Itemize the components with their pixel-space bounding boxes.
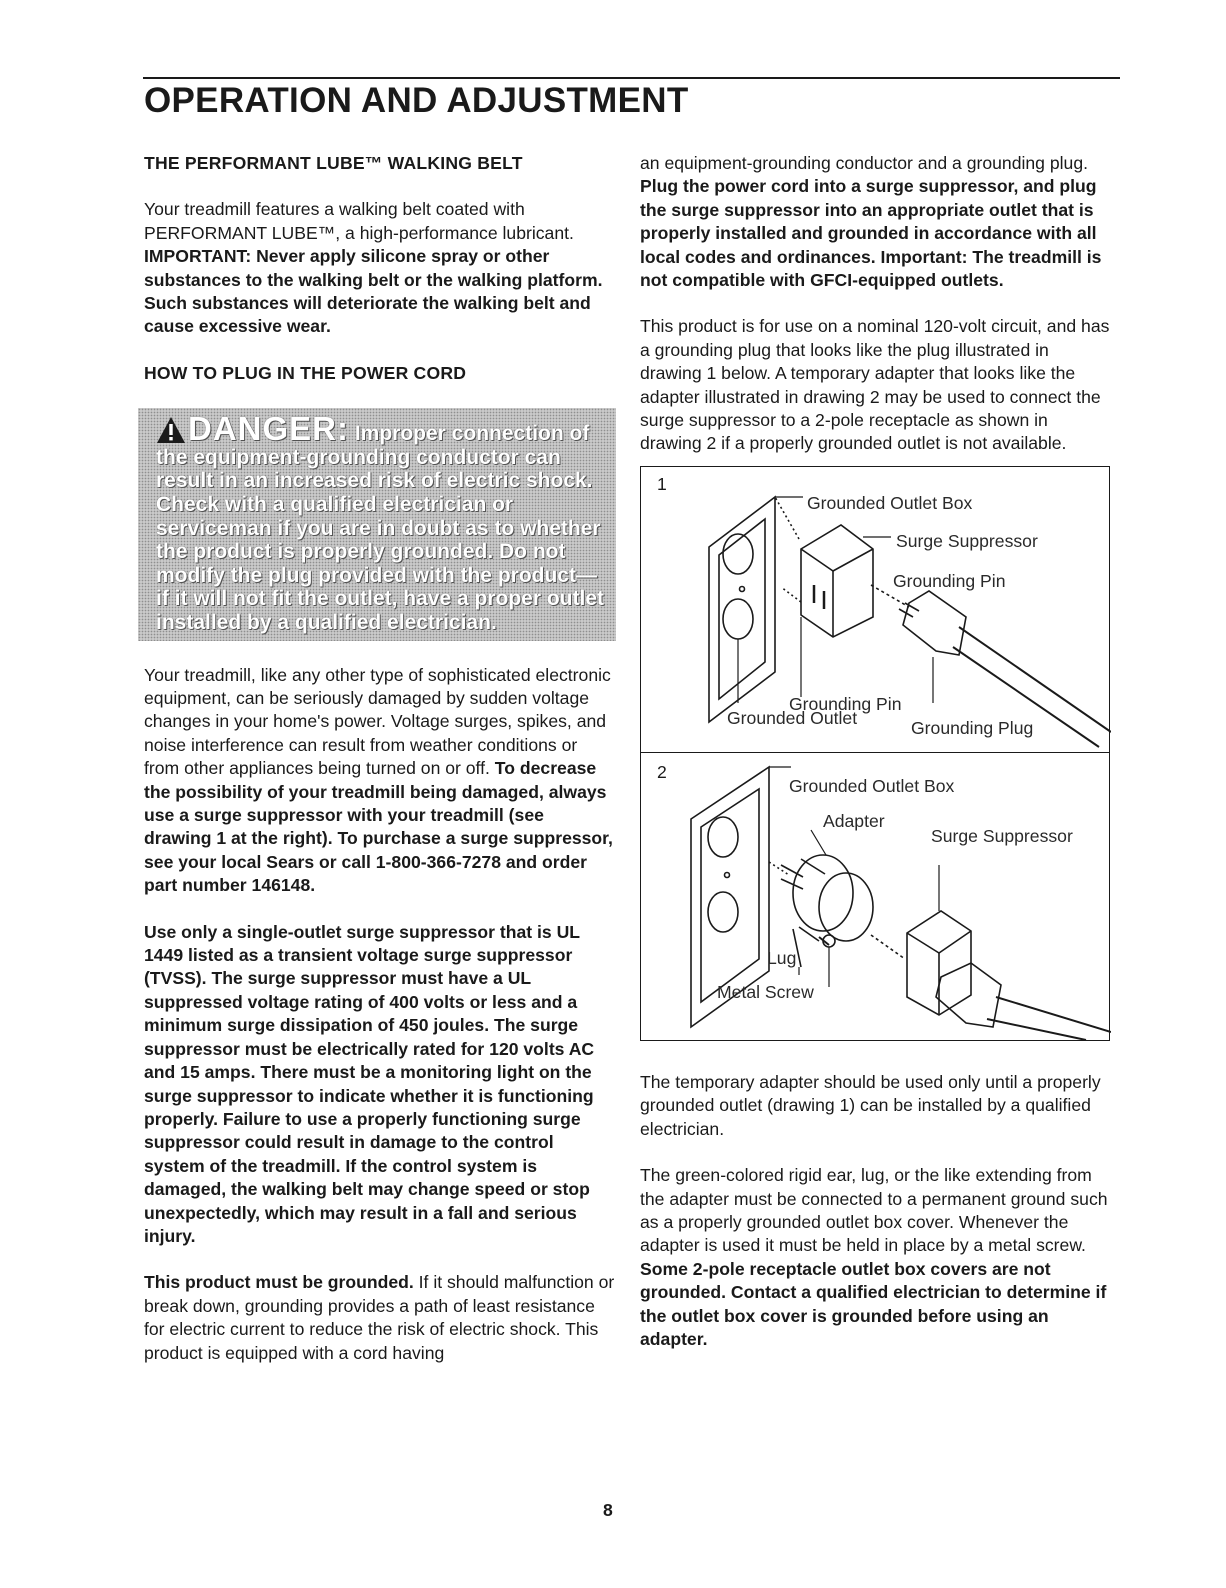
outlet-drawings [640, 466, 1110, 1041]
surge-intro-paragraph: Your treadmill, like any other type of sophisticated electronic equipment, can be seriously damaged by sudden voltage changes in your home's power. Voltage surges, spikes, and noise interference can result from weather conditions or from other appliances being turned on or off. To decrease the possibility of your treadmill being damaged, always use a surge suppressor with your treadmill (see drawing 1 at the right). To purchase a surge suppressor, see your local Sears or call 1-800-366-7278 and order part number 146148. [144, 664, 613, 896]
page-title: OPERATION AND ADJUSTMENT [144, 81, 689, 120]
heading-power-cord: HOW TO PLUG IN THE POWER CORD [144, 362, 467, 383]
label-grounding-pin-top: Grounding Pin [893, 570, 1006, 591]
label-lug: Lug [767, 947, 797, 968]
outlet-receptacle-2b [708, 892, 738, 932]
surge-requirements-paragraph: Use only a single-outlet surge suppressor that is UL 1449 listed as a transient voltage surge suppressor (TVSS). The surge suppressor must have a UL suppressed voltage rating of 400 volts or less and a minimum surge dissipation of 450 joules. The surge suppressor must be electrically rated for 120 volts AC and 15 amps. There must be a monitoring light on the surge suppressor to indicate whether it is functioning properly. Failure to use a properly functioning surge suppressor could result in damage to the control system of the treadmill. If the control system is damaged, the walking belt may change speed or stop unexpectedly, which may result in a fall and serious injury. [144, 921, 595, 1246]
right-column [640, 152, 1110, 1374]
page-number: 8 [603, 1500, 613, 1520]
outlet-illustration [641, 467, 1111, 1040]
danger-word: DANGER: [188, 410, 349, 448]
label-grounded-outlet-box-1: Grounded Outlet Box [807, 492, 973, 513]
danger-text: Improper connection of the equipment-grounding conductor can result in an increased risk of electric shock. Check with a qualified electrician or serviceman if you are in doubt as to whether the product is properly grounded. Do not modify the plug provided with the product—if it will not fit the outlet, have a proper outlet installed by a qualified electrician. [156, 422, 605, 634]
walking-belt-paragraph: Your treadmill features a walking belt coated with PERFORMANT LUBE™, a high-performance lubricant. IMPORTANT: Never apply silicone spray or other substances to the walking belt or the walking platform. Such substances will deteriorate the walking belt and cause excessive wear. [144, 199, 603, 337]
adapter-2 [793, 855, 853, 931]
outlet-receptacle-1b [723, 599, 753, 639]
label-grounded-outlet-box-2: Grounded Outlet Box [789, 775, 955, 796]
drawing-2-number: 2 [657, 761, 667, 782]
label-adapter: Adapter [823, 810, 885, 831]
temporary-adapter-paragraph: The temporary adapter should be used only until a properly grounded outlet (drawing 1) can be installed by a qualified electrician. [640, 1071, 1101, 1139]
label-grounding-pin-bottom: Grounding Pin [789, 693, 902, 714]
grounding-plug-1 [903, 591, 966, 655]
heading-walking-belt: THE PERFORMANT LUBE™ WALKING BELT [144, 153, 523, 173]
plate-screw-2 [725, 872, 730, 877]
drawing-1-number: 1 [657, 473, 667, 494]
label-grounding-plug: Grounding Plug [911, 717, 1034, 738]
adapter-ground-paragraph: The green-colored rigid ear, lug, or the like extending from the adapter must be connected to a permanent ground such as a properly grounded outlet box cover. Whenever the adapter is used it must be held in place by a metal screw. Some 2-pole receptacle outlet box covers are not grounded. Contact a qualified electrician to determine if the outlet box cover is grounded before using an adapter. [640, 1165, 1108, 1349]
left-column [144, 152, 616, 1388]
label-surge-suppressor-1: Surge Suppressor [896, 530, 1038, 551]
plate-screw-1 [740, 586, 745, 591]
warning-icon [156, 416, 186, 444]
outlet-plate-2 [701, 789, 759, 1002]
header-rule [143, 77, 1120, 79]
outlet-plate-1 [719, 519, 765, 699]
grounding-paragraph: This product must be grounded. If it should malfunction or break down, grounding provides a path of least resistance for electric current to reduce the risk of electric shock. This product is equipped with a cord having [144, 1272, 615, 1363]
surge-suppressor-1 [801, 525, 873, 637]
outlet-receptacle-2a [708, 817, 738, 857]
label-surge-suppressor-2: Surge Suppressor [931, 825, 1073, 846]
label-grounded-outlet: Grounded Outlet [727, 707, 858, 728]
grounding-continued-paragraph: an equipment-grounding conductor and a grounding plug. Plug the power cord into a surge suppressor, and plug the surge suppressor into an appropriate outlet that is properly installed and grounded in accordance with all local codes and ordinances. Important: The treadmill is not compatible with GFCI-equipped outlets. [640, 153, 1102, 291]
danger-box [138, 408, 616, 640]
circuit-paragraph: This product is for use on a nominal 120-volt circuit, and has a grounding plug that looks like the plug illustrated in drawing 1 below. A temporary adapter that looks like the adapter illustrated in drawing 2 may be used to connect the surge suppressor to a 2-pole receptacle as shown in drawing 2 if a properly grounded outlet is not available. [640, 316, 1110, 454]
grounding-plug-2 [936, 963, 1001, 1027]
label-metal-screw: Metal Screw [717, 981, 814, 1002]
